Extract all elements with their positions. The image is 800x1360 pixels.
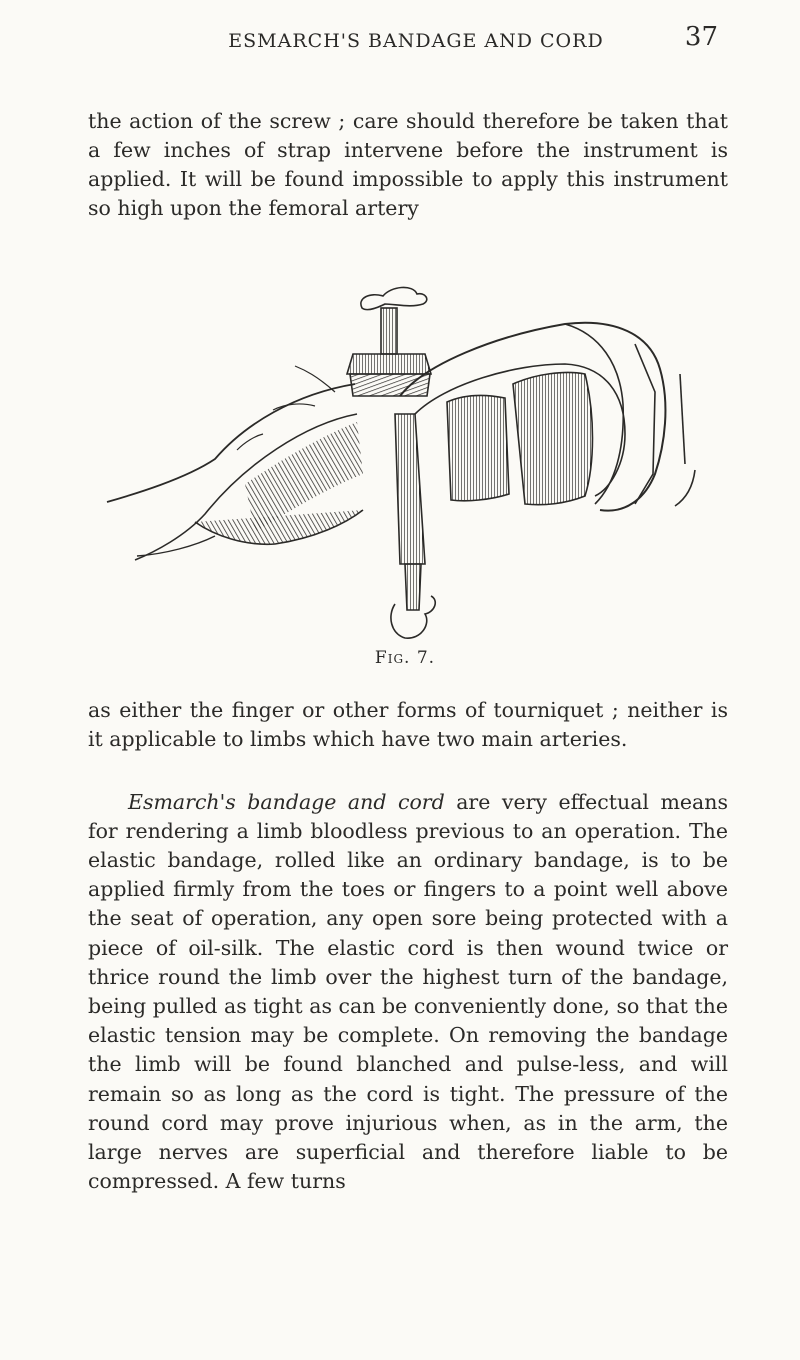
page-number: 37 <box>684 22 718 52</box>
paragraph-3-text: are very effectual means for rendering a limb bloodless previous to an operation. The elastic bandage, rolled like an ordinary bandage, is to be applied firmly from the toes or fingers to a point well above the seat of operation, any open sore being protected with a piece of oil-silk. The elastic cord is then wound twice or thrice round the limb over the highest turn of the bandage, being pulled as tight as can be conveniently done, so that the elastic tension may be complete. On removing the bandage the limb will be found blanched and pulse-less, and will remain so as long as the cord is tight. The pressure of the round cord may prove injurious when, as in the arm, the large nerves are superficial and therefore liable to be compressed. A few turns <box>88 789 728 1194</box>
term-esmarch-bandage: Esmarch's bandage and cord <box>128 789 445 814</box>
paragraph-2: as either the finger or other forms of tourniquet ; neither is it applicable to limbs which have two main arteries. <box>88 697 728 751</box>
running-head: ESMARCH'S BANDAGE AND CORD <box>228 30 604 52</box>
tourniquet-illustration <box>95 274 715 650</box>
tourniquet-figure <box>95 274 715 650</box>
figure-caption: Fig. 7. <box>374 648 436 668</box>
paragraph-3 <box>88 788 728 1197</box>
paragraph-1: the action of the screw ; care should therefore be taken that a few inches of strap intervene before the instrument is applied. It will be found impossible to apply this instrument so high upon the femoral artery <box>88 108 728 221</box>
